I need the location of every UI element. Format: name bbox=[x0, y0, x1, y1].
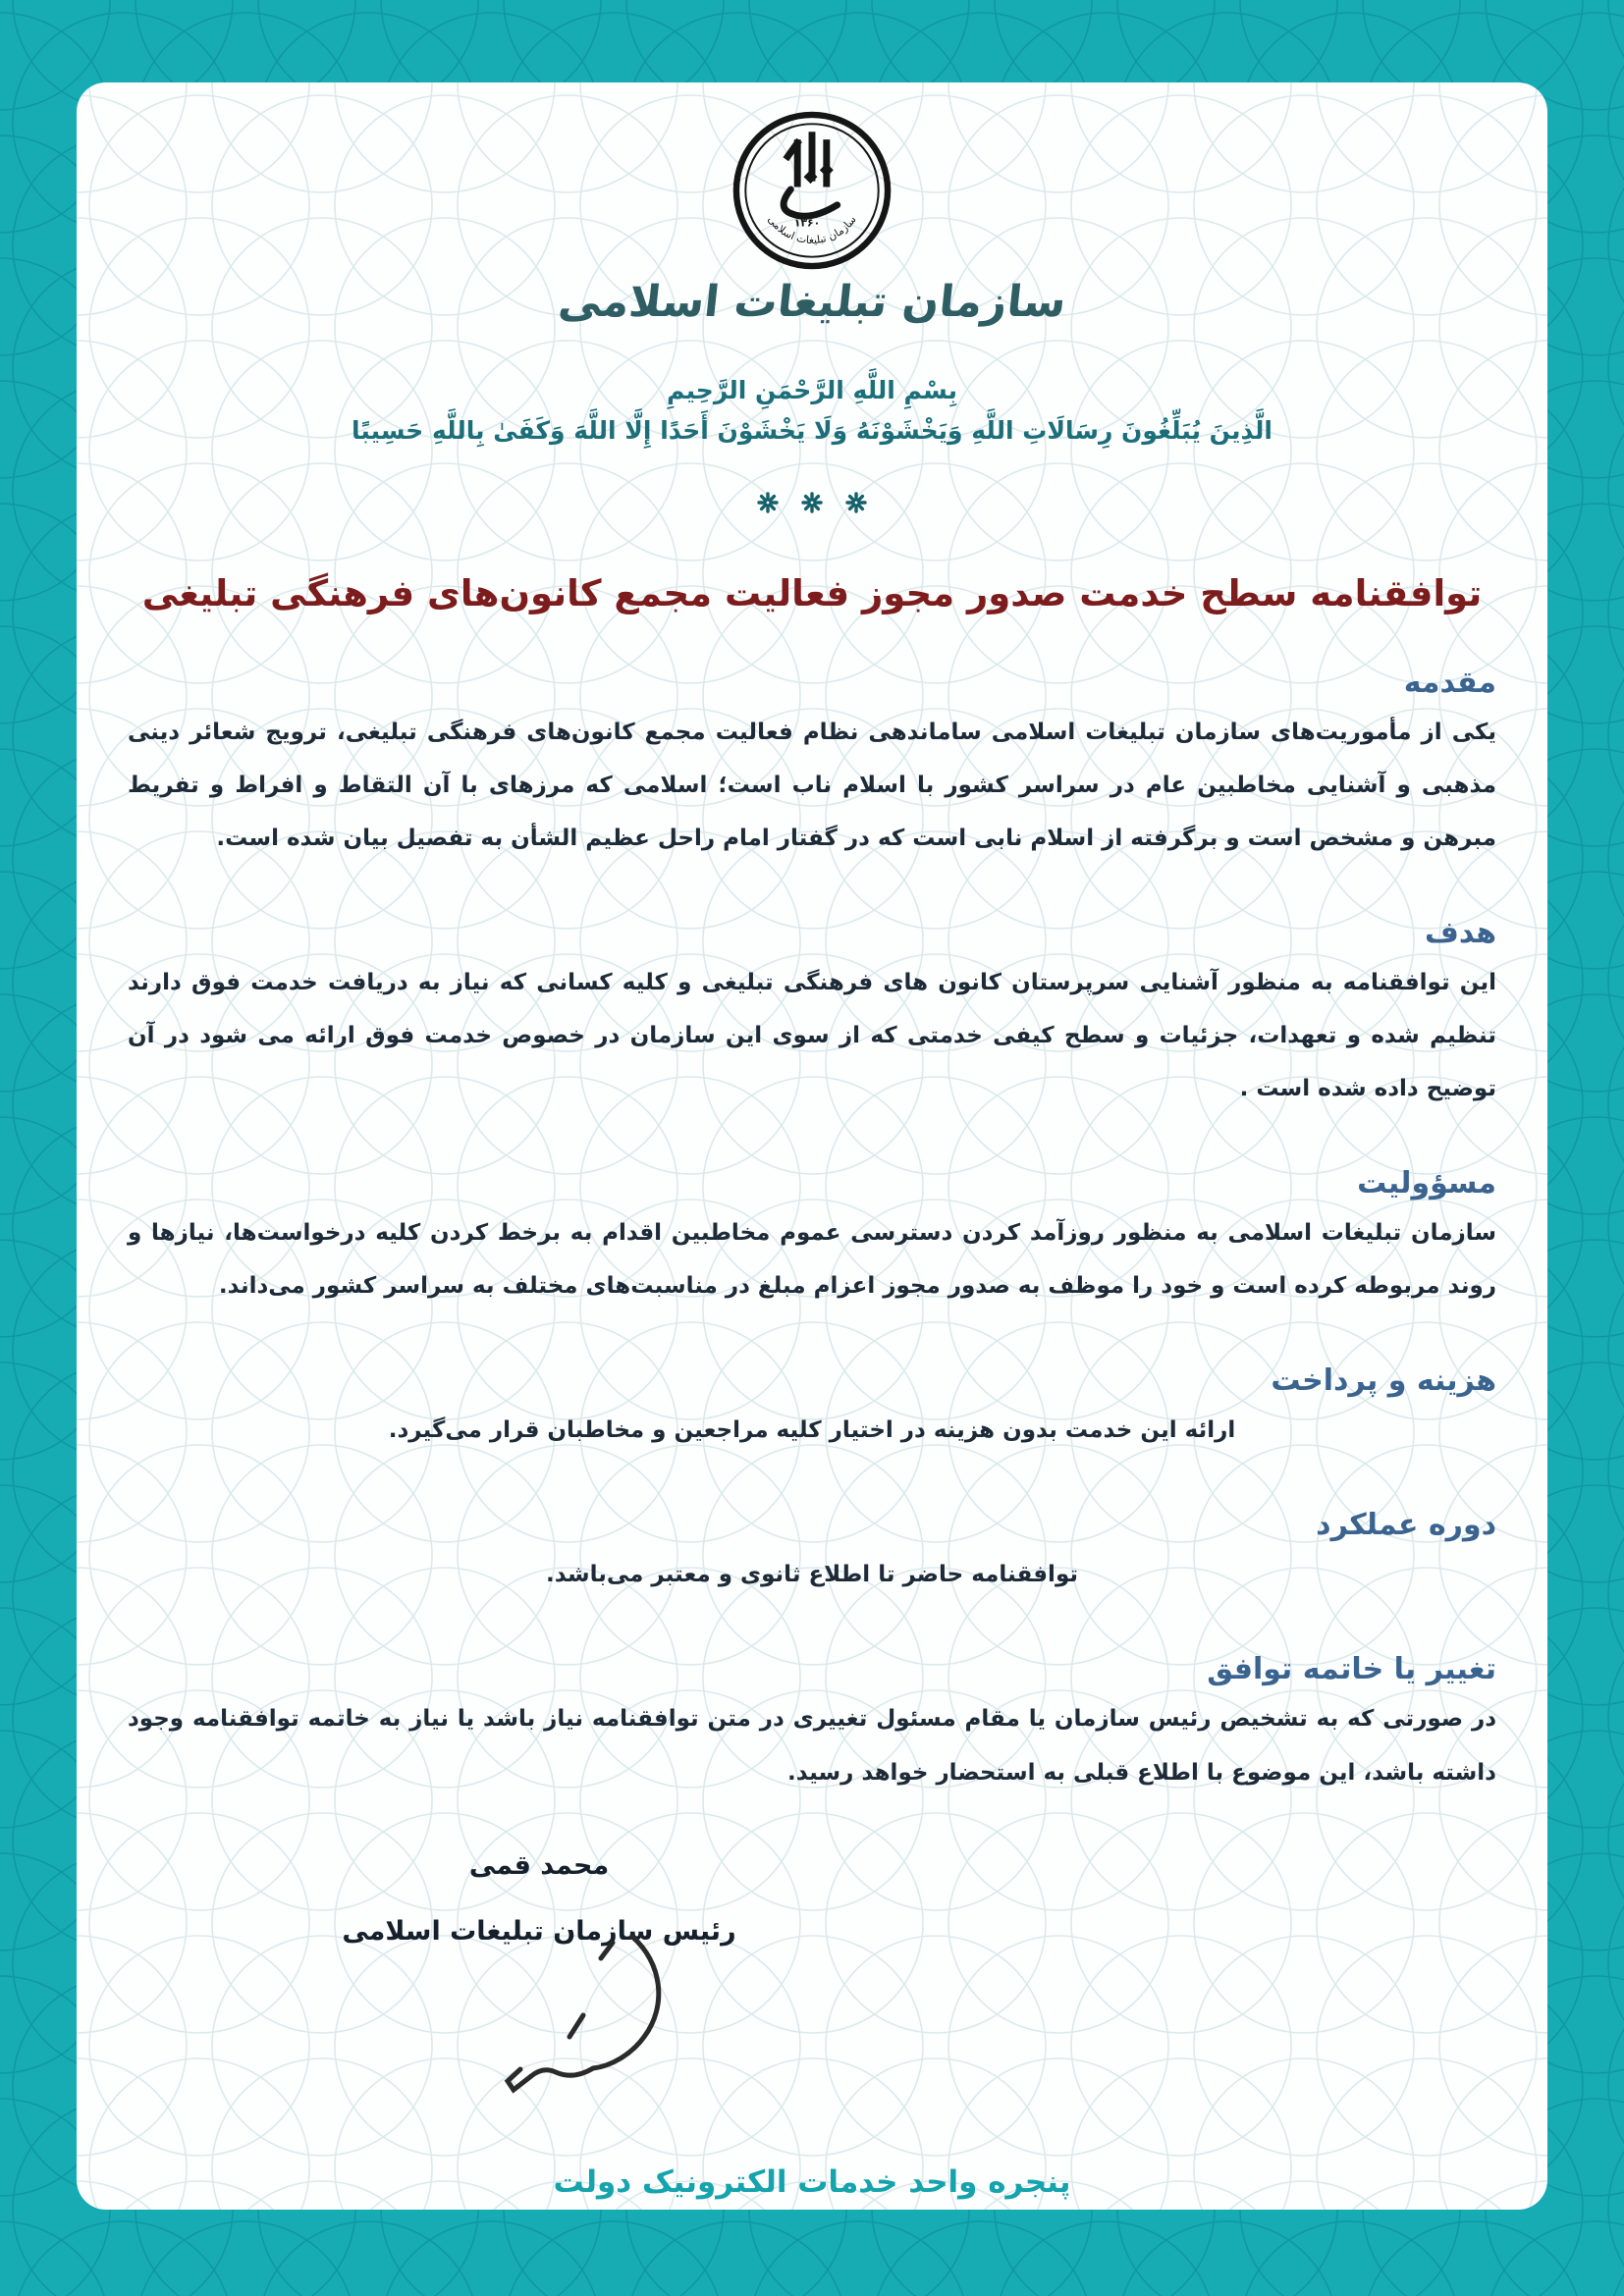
ornament-flowers-icon bbox=[128, 488, 1496, 521]
page-title: توافقنامه سطح خدمت صدور مجوز فعالیت مجمع کانون‌های فرهنگی تبلیغی bbox=[141, 572, 1483, 614]
signature-block bbox=[328, 1850, 750, 2105]
bismillah-text: بِسْمِ اللَّهِ الرَّحْمَنِ الرَّحِيمِ bbox=[667, 376, 957, 404]
section-heading: مقدمه bbox=[1403, 666, 1496, 700]
section-heading: هزینه و پرداخت bbox=[1271, 1363, 1496, 1399]
signatory-name: محمد قمی bbox=[468, 1849, 610, 1881]
section-taghir-khateme bbox=[128, 1652, 1496, 1798]
section-heading: هدف bbox=[1425, 916, 1496, 951]
section-hadaf bbox=[128, 916, 1496, 1115]
section-masouliat bbox=[128, 1166, 1496, 1312]
quran-verse-text: الَّذِينَ يُبَلِّغُونَ رِسَالَاتِ اللَّهِ وَيَخْشَوْنَهُ وَلَا يَخْشَوْنَ أَحَدًا إِلَّا اللَّهَ وَكَفَىٰ بِاللَّهِ حَسِيبًا bbox=[352, 416, 1272, 445]
signatory-title: رئیس سازمان تبلیغات اسلامی bbox=[342, 1915, 736, 1947]
signature-scribble-icon bbox=[485, 1929, 711, 2101]
section-body: سازمان تبلیغات اسلامی به منظور روزآمد کردن دسترسی عموم مخاطبین اقدام به برخط کردن کلیه درخواست‌ها، نیازها و روند مربوطه کرده است و خود را موظف به صدور مجوز اعزام مبلغ در مناسبت‌های مختلف به سراسر کشور می‌داند. bbox=[128, 1220, 1496, 1300]
sections bbox=[128, 666, 1496, 1799]
footer-text: پنجره واحد خدمات الکترونیک دولت bbox=[553, 2164, 1071, 2200]
section-hazine-pardakht bbox=[128, 1363, 1496, 1457]
document-content bbox=[77, 82, 1547, 2210]
organization-calligraphy: سازمان تبلیغات اسلامی bbox=[556, 277, 1068, 327]
organization-logo-icon bbox=[730, 108, 894, 273]
section-body: در صورتی که به تشخیص رئیس سازمان یا مقام مسئول تغییری در متن توافقنامه نیاز باشد یا نیاز به خاتمه توافقنامه وجود داشته باشد، این موضوع با اطلاع قبلی به استحضار خواهد رسید. bbox=[128, 1706, 1496, 1786]
section-body: ارائه این خدمت بدون هزینه در اختیار کلیه مراجعین و مخاطبان قرار می‌گیرد. bbox=[388, 1417, 1236, 1444]
document-card bbox=[77, 82, 1547, 2210]
logo-year: ۱۳۶۰ bbox=[793, 216, 821, 230]
section-body: این توافقنامه به منظور آشنایی سرپرستان کانون های فرهنگی تبلیغی و کلیه کسانی که نیاز به دریافت خدمت فوق دارند تنظیم شده و تعهدات، جزئیات و سطح کیفی خدمتی که از سوی این سازمان در خصوص خدمت فوق ارائه می شود در آن توضیح داده شده است . bbox=[128, 970, 1496, 1102]
section-dore-amalkard bbox=[128, 1508, 1496, 1601]
section-heading: دوره عملکرد bbox=[1316, 1508, 1496, 1543]
section-moghadame bbox=[128, 666, 1496, 865]
section-heading: تغییر یا خاتمه توافق bbox=[1207, 1652, 1496, 1687]
section-body: توافقنامه حاضر تا اطلاع ثانوی و معتبر می‌باشد. bbox=[546, 1562, 1078, 1588]
logo-wrap bbox=[128, 82, 1496, 277]
logo-arc-text: سازمان تبلیغات اسلامی bbox=[765, 213, 859, 247]
section-heading: مسؤولیت bbox=[1357, 1166, 1496, 1201]
section-body: یکی از مأموریت‌های سازمان تبلیغات اسلامی ساماندهی نظام فعالیت مجمع کانون‌های فرهنگی تبلیغی، ترویج شعائر دینی مذهبی و آشنایی مخاطبین عام در سراسر کشور با اسلام ناب است؛ اسلامی که مرزهای با آن التقاط و افراط و تفریط مبرهن و مشخص است و برگرفته از اسلام نابی است که در گفتار امام راحل عظیم الشأن به تفصیل بیان شده است. bbox=[128, 720, 1496, 852]
